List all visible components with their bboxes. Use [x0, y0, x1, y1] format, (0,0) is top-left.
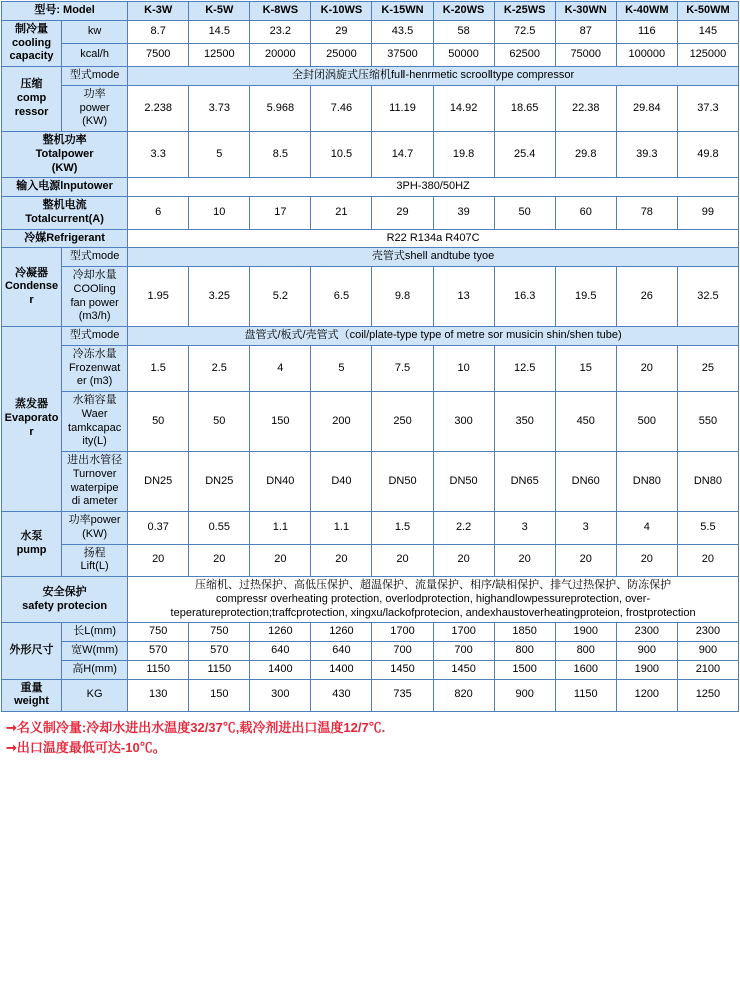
cell-compressor-1-0: 2.238 — [128, 85, 189, 131]
cell-evaporator-3-0: DN25 — [128, 452, 189, 512]
cell-weight-0-2: 300 — [250, 679, 311, 712]
cell-compressor-1-7: 22.38 — [555, 85, 616, 131]
cell-dimensions-1-5: 700 — [433, 642, 494, 661]
cell-dimensions-1-2: 640 — [250, 642, 311, 661]
cell-evaporator-1-2: 4 — [250, 345, 311, 391]
cell-condenser-1-2: 5.2 — [250, 267, 311, 327]
row-unit-cooling-capacity-0: kw — [62, 20, 128, 43]
cell-total-current-0: 6 — [128, 197, 189, 230]
row-unit-cooling-capacity-1: kcal/h — [62, 43, 128, 66]
row-unit-dimensions-2: 高H(mm) — [62, 660, 128, 679]
cell-evaporator-3-6: DN65 — [494, 452, 555, 512]
cell-cooling-capacity-1-8: 100000 — [616, 43, 677, 66]
cell-water-pump-0-2: 1.1 — [250, 512, 311, 545]
cell-total-current-4: 29 — [372, 197, 433, 230]
model-label-cell: 型号: Model — [2, 2, 128, 21]
table-row — [2, 345, 739, 391]
cell-water-pump-0-5: 2.2 — [433, 512, 494, 545]
row-span-input-power: 3PH-380/50HZ — [128, 178, 739, 197]
cell-weight-0-4: 735 — [372, 679, 433, 712]
cell-cooling-capacity-0-8: 116 — [616, 20, 677, 43]
table-row — [2, 679, 739, 712]
table-row — [2, 85, 739, 131]
cell-evaporator-3-9: DN80 — [677, 452, 738, 512]
table-row — [2, 20, 739, 43]
row-label-cooling-capacity: 制冷量 cooling capacity — [2, 20, 62, 66]
cell-dimensions-0-3: 1260 — [311, 623, 372, 642]
cell-cooling-capacity-1-0: 7500 — [128, 43, 189, 66]
cell-evaporator-2-8: 500 — [616, 392, 677, 452]
cell-dimensions-2-6: 1500 — [494, 660, 555, 679]
cell-dimensions-1-6: 800 — [494, 642, 555, 661]
cell-cooling-capacity-0-3: 29 — [311, 20, 372, 43]
cell-water-pump-0-3: 1.1 — [311, 512, 372, 545]
cell-evaporator-1-8: 20 — [616, 345, 677, 391]
cell-total-power-9: 49.8 — [677, 132, 738, 178]
table-body — [2, 2, 739, 712]
cell-compressor-1-9: 37.3 — [677, 85, 738, 131]
cell-total-current-1: 10 — [189, 197, 250, 230]
row-label-water-pump: 水泵 pump — [2, 512, 62, 577]
cell-dimensions-0-2: 1260 — [250, 623, 311, 642]
model-header-cell-4: K-15WN — [372, 2, 433, 21]
row-unit-evaporator-0: 型式mode — [62, 327, 128, 346]
cell-total-power-7: 29.8 — [555, 132, 616, 178]
cell-evaporator-2-3: 200 — [311, 392, 372, 452]
cell-cooling-capacity-0-0: 8.7 — [128, 20, 189, 43]
row-span-condenser-0: 壳管式shell andtube tyoe — [128, 248, 739, 267]
cell-evaporator-1-0: 1.5 — [128, 345, 189, 391]
table-row — [2, 132, 739, 178]
row-unit-condenser-1: 冷却水量 COOling fan power (m3/h) — [62, 267, 128, 327]
cell-condenser-1-8: 26 — [616, 267, 677, 327]
cell-evaporator-1-4: 7.5 — [372, 345, 433, 391]
cell-dimensions-1-1: 570 — [189, 642, 250, 661]
cell-evaporator-1-9: 25 — [677, 345, 738, 391]
cell-compressor-1-1: 3.73 — [189, 85, 250, 131]
row-unit-water-pump-1: 扬程 Lift(L) — [62, 544, 128, 577]
cell-weight-0-6: 900 — [494, 679, 555, 712]
table-row — [2, 248, 739, 267]
cell-dimensions-2-8: 1900 — [616, 660, 677, 679]
cell-water-pump-1-7: 20 — [555, 544, 616, 577]
cell-dimensions-1-0: 570 — [128, 642, 189, 661]
cell-evaporator-1-7: 15 — [555, 345, 616, 391]
table-row — [2, 327, 739, 346]
row-label-dimensions: 外形尺寸 — [2, 623, 62, 679]
cell-condenser-1-4: 9.8 — [372, 267, 433, 327]
cell-total-current-2: 17 — [250, 197, 311, 230]
cell-weight-0-3: 430 — [311, 679, 372, 712]
cell-cooling-capacity-0-2: 23.2 — [250, 20, 311, 43]
cell-total-power-0: 3.3 — [128, 132, 189, 178]
cell-evaporator-2-9: 550 — [677, 392, 738, 452]
row-unit-dimensions-0: 长L(mm) — [62, 623, 128, 642]
cell-cooling-capacity-1-1: 12500 — [189, 43, 250, 66]
cell-dimensions-0-8: 2300 — [616, 623, 677, 642]
cell-cooling-capacity-0-9: 145 — [677, 20, 738, 43]
row-unit-evaporator-3: 进出水管径 Turnover waterpipe di ameter — [62, 452, 128, 512]
model-header-cell-1: K-5W — [189, 2, 250, 21]
cell-evaporator-3-8: DN80 — [616, 452, 677, 512]
cell-evaporator-1-6: 12.5 — [494, 345, 555, 391]
cell-evaporator-2-1: 50 — [189, 392, 250, 452]
cell-water-pump-1-4: 20 — [372, 544, 433, 577]
cell-dimensions-1-9: 900 — [677, 642, 738, 661]
cell-compressor-1-5: 14.92 — [433, 85, 494, 131]
cell-cooling-capacity-1-3: 25000 — [311, 43, 372, 66]
cell-evaporator-2-6: 350 — [494, 392, 555, 452]
row-span-refrigerant: R22 R134a R407C — [128, 229, 739, 248]
table-row — [2, 577, 739, 623]
cell-compressor-1-3: 7.46 — [311, 85, 372, 131]
cell-cooling-capacity-0-5: 58 — [433, 20, 494, 43]
model-header-cell-6: K-25WS — [494, 2, 555, 21]
cell-dimensions-1-4: 700 — [372, 642, 433, 661]
cell-condenser-1-9: 32.5 — [677, 267, 738, 327]
cell-water-pump-0-8: 4 — [616, 512, 677, 545]
cell-dimensions-1-7: 800 — [555, 642, 616, 661]
arrow-icon: ➞ — [6, 739, 15, 755]
row-label-evaporator: 蒸发器 Evaporator — [2, 327, 62, 512]
cell-total-power-4: 14.7 — [372, 132, 433, 178]
cell-evaporator-3-1: DN25 — [189, 452, 250, 512]
cell-evaporator-2-0: 50 — [128, 392, 189, 452]
cell-cooling-capacity-1-9: 125000 — [677, 43, 738, 66]
row-unit-compressor-0: 型式mode — [62, 67, 128, 86]
row-span-evaporator-0: 盘管式/板式/壳管式（coil/plate-type type of metre sor musicin shin/shen tube) — [128, 327, 739, 346]
model-header-cell-5: K-20WS — [433, 2, 494, 21]
cell-water-pump-1-3: 20 — [311, 544, 372, 577]
table-row — [2, 452, 739, 512]
cell-dimensions-0-7: 1900 — [555, 623, 616, 642]
cell-total-power-5: 19.8 — [433, 132, 494, 178]
cell-dimensions-0-5: 1700 — [433, 623, 494, 642]
cell-water-pump-1-9: 20 — [677, 544, 738, 577]
model-header-cell-7: K-30WN — [555, 2, 616, 21]
table-row — [2, 67, 739, 86]
cell-water-pump-1-8: 20 — [616, 544, 677, 577]
row-span-compressor-0: 全封闭涡旋式压缩机fuⅡ-henrmetic scrooⅡtype compressor — [128, 67, 739, 86]
row-span-safety-protection: 压缩机、过热保护、高低压保护、超温保护、流量保护、相序/缺相保护、排气过热保护、防冻保护 compressr overheating protection, overlodprotection, highandlowpessureprotection, over-teperatureprotection;traffcprotection, xingxu/lackofprotecion, andexhaustoverheatingproteion, frostprotection — [128, 577, 739, 623]
cell-total-power-2: 8.5 — [250, 132, 311, 178]
cell-evaporator-2-2: 150 — [250, 392, 311, 452]
cell-water-pump-0-0: 0.37 — [128, 512, 189, 545]
cell-water-pump-0-7: 3 — [555, 512, 616, 545]
arrow-icon: ➞ — [6, 720, 15, 735]
cell-total-power-8: 39.3 — [616, 132, 677, 178]
row-unit-compressor-1: 功率 power (KW) — [62, 85, 128, 131]
cell-evaporator-1-1: 2.5 — [189, 345, 250, 391]
cell-dimensions-2-7: 1600 — [555, 660, 616, 679]
cell-dimensions-2-9: 2100 — [677, 660, 738, 679]
cell-evaporator-3-2: DN40 — [250, 452, 311, 512]
cell-water-pump-1-0: 20 — [128, 544, 189, 577]
cell-dimensions-2-0: 1150 — [128, 660, 189, 679]
cell-condenser-1-5: 13 — [433, 267, 494, 327]
table-row-model-header — [2, 2, 739, 21]
cell-total-current-7: 60 — [555, 197, 616, 230]
note-line-2 — [6, 738, 740, 758]
cell-water-pump-1-2: 20 — [250, 544, 311, 577]
note-text-1: 名义制冷量:冷却水进出水温度32/37℃,载冷剂进出口温度12/7℃. — [16, 720, 386, 735]
table-row — [2, 43, 739, 66]
model-header-cell-2: K-8WS — [250, 2, 311, 21]
cell-dimensions-1-3: 640 — [311, 642, 372, 661]
row-label-total-current: 整机电流 Totalcurrent(A) — [2, 197, 128, 230]
cell-dimensions-0-9: 2300 — [677, 623, 738, 642]
cell-total-current-6: 50 — [494, 197, 555, 230]
cell-compressor-1-2: 5.968 — [250, 85, 311, 131]
row-label-weight: 重量 weight — [2, 679, 62, 712]
cell-water-pump-1-1: 20 — [189, 544, 250, 577]
cell-dimensions-2-2: 1400 — [250, 660, 311, 679]
row-label-input-power: 输入电源lnputower — [2, 178, 128, 197]
table-row — [2, 660, 739, 679]
cell-cooling-capacity-1-4: 37500 — [372, 43, 433, 66]
note-line-1 — [6, 718, 740, 738]
cell-dimensions-2-1: 1150 — [189, 660, 250, 679]
cell-compressor-1-8: 29.84 — [616, 85, 677, 131]
cell-condenser-1-6: 16.3 — [494, 267, 555, 327]
table-row — [2, 512, 739, 545]
cell-cooling-capacity-1-2: 20000 — [250, 43, 311, 66]
specification-table — [1, 1, 739, 712]
cell-evaporator-3-4: DN50 — [372, 452, 433, 512]
cell-cooling-capacity-0-4: 43.5 — [372, 20, 433, 43]
cell-compressor-1-4: 11.19 — [372, 85, 433, 131]
cell-dimensions-1-8: 900 — [616, 642, 677, 661]
cell-weight-0-8: 1200 — [616, 679, 677, 712]
row-unit-condenser-0: 型式mode — [62, 248, 128, 267]
row-unit-dimensions-1: 宽W(mm) — [62, 642, 128, 661]
cell-cooling-capacity-0-7: 87 — [555, 20, 616, 43]
cell-weight-0-5: 820 — [433, 679, 494, 712]
row-unit-evaporator-2: 水箱容量 Waer tamkcapac ity(L) — [62, 392, 128, 452]
row-label-compressor: 压缩 comp ressor — [2, 67, 62, 132]
cell-water-pump-0-1: 0.55 — [189, 512, 250, 545]
note-text-2: 出口温度最低可达-10℃。 — [16, 739, 166, 755]
cell-evaporator-3-5: DN50 — [433, 452, 494, 512]
cell-dimensions-2-3: 1400 — [311, 660, 372, 679]
cell-weight-0-1: 150 — [189, 679, 250, 712]
cell-total-power-6: 25.4 — [494, 132, 555, 178]
model-header-cell-8: K-40WM — [616, 2, 677, 21]
model-header-cell-3: K-10WS — [311, 2, 372, 21]
cell-water-pump-0-6: 3 — [494, 512, 555, 545]
cell-dimensions-0-6: 1850 — [494, 623, 555, 642]
cell-condenser-1-1: 3.25 — [189, 267, 250, 327]
table-row — [2, 267, 739, 327]
table-row — [2, 642, 739, 661]
cell-weight-0-9: 1250 — [677, 679, 738, 712]
cell-dimensions-0-1: 750 — [189, 623, 250, 642]
cell-total-power-1: 5 — [189, 132, 250, 178]
cell-evaporator-2-4: 250 — [372, 392, 433, 452]
cell-water-pump-1-6: 20 — [494, 544, 555, 577]
cell-compressor-1-6: 18.65 — [494, 85, 555, 131]
cell-evaporator-1-3: 5 — [311, 345, 372, 391]
cell-water-pump-0-4: 1.5 — [372, 512, 433, 545]
cell-condenser-1-3: 6.5 — [311, 267, 372, 327]
table-row — [2, 197, 739, 230]
row-label-total-power: 整机功率 Totalpower (KW) — [2, 132, 128, 178]
cell-evaporator-3-7: DN60 — [555, 452, 616, 512]
cell-cooling-capacity-1-5: 50000 — [433, 43, 494, 66]
table-row — [2, 623, 739, 642]
cell-total-current-5: 39 — [433, 197, 494, 230]
cell-water-pump-1-5: 20 — [433, 544, 494, 577]
cell-evaporator-2-7: 450 — [555, 392, 616, 452]
cell-dimensions-2-4: 1450 — [372, 660, 433, 679]
row-unit-evaporator-1: 冷冻水量 Frozenwat er (m3) — [62, 345, 128, 391]
cell-condenser-1-0: 1.95 — [128, 267, 189, 327]
cell-cooling-capacity-0-6: 72.5 — [494, 20, 555, 43]
cell-water-pump-0-9: 5.5 — [677, 512, 738, 545]
cell-dimensions-0-4: 1700 — [372, 623, 433, 642]
cell-weight-0-0: 130 — [128, 679, 189, 712]
table-row — [2, 178, 739, 197]
table-row — [2, 392, 739, 452]
cell-total-current-8: 78 — [616, 197, 677, 230]
row-unit-weight-0: KG — [62, 679, 128, 712]
model-header-cell-0: K-3W — [128, 2, 189, 21]
cell-cooling-capacity-0-1: 14.5 — [189, 20, 250, 43]
cell-evaporator-2-5: 300 — [433, 392, 494, 452]
row-unit-water-pump-0: 功率power (KW) — [62, 512, 128, 545]
cell-cooling-capacity-1-6: 62500 — [494, 43, 555, 66]
cell-total-current-9: 99 — [677, 197, 738, 230]
cell-weight-0-7: 1150 — [555, 679, 616, 712]
cell-dimensions-0-0: 750 — [128, 623, 189, 642]
row-label-safety-protection: 安全保护 safety protecion — [2, 577, 128, 623]
table-row — [2, 229, 739, 248]
row-label-refrigerant: 冷媒Refrigerant — [2, 229, 128, 248]
notes-block — [0, 718, 740, 757]
cell-evaporator-1-5: 10 — [433, 345, 494, 391]
cell-evaporator-3-3: D40 — [311, 452, 372, 512]
cell-total-current-3: 21 — [311, 197, 372, 230]
cell-condenser-1-7: 19.5 — [555, 267, 616, 327]
cell-cooling-capacity-1-7: 75000 — [555, 43, 616, 66]
row-label-condenser: 冷凝器 Condenser — [2, 248, 62, 327]
table-row — [2, 544, 739, 577]
cell-dimensions-2-5: 1450 — [433, 660, 494, 679]
cell-total-power-3: 10.5 — [311, 132, 372, 178]
model-header-cell-9: K-50WM — [677, 2, 738, 21]
